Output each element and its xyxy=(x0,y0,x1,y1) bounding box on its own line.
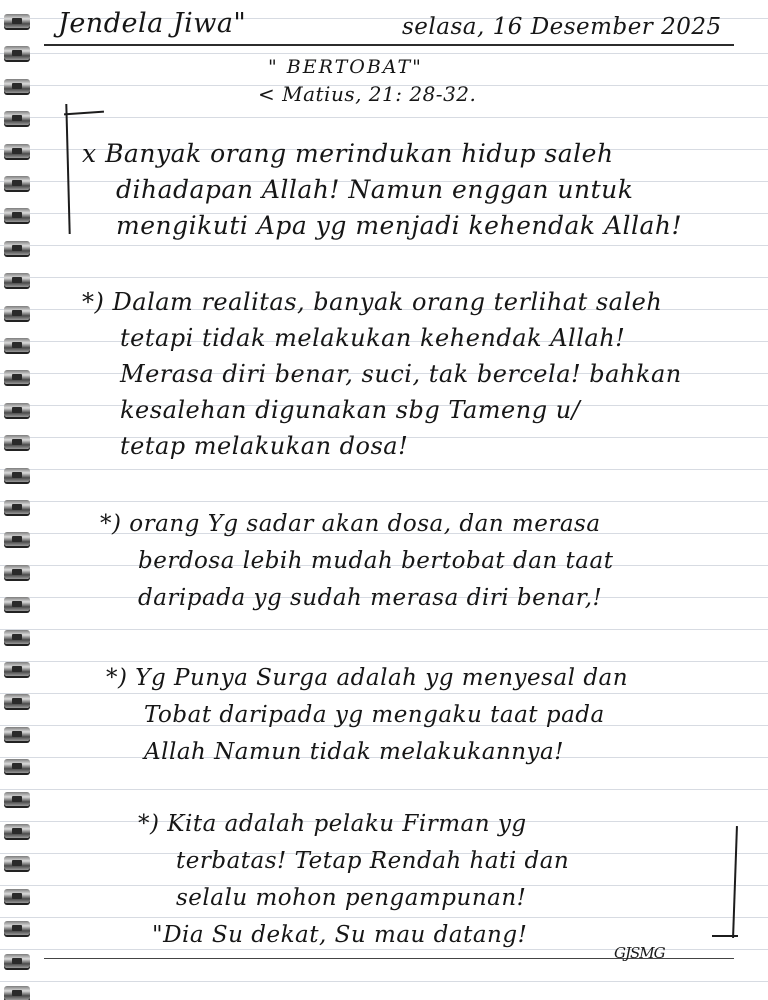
paragraph-line: *) orang Yg sadar akan dosa, dan merasa xyxy=(100,511,601,537)
bracket-mark-left xyxy=(65,104,70,234)
paragraph-line: Tobat daripada yg mengaku taat pada xyxy=(144,702,605,728)
binding-ring xyxy=(4,403,30,417)
binding-ring xyxy=(4,694,30,708)
binding-ring xyxy=(4,338,30,352)
binding-ring xyxy=(4,111,30,125)
paragraph-line: kesalehan digunakan sbg Tameng u/ xyxy=(120,396,581,424)
paragraph-line: berdosa lebih mudah bertobat dan taat xyxy=(138,548,614,574)
binding-ring xyxy=(4,144,30,158)
spiral-binding xyxy=(0,0,34,995)
binding-ring xyxy=(4,370,30,384)
sermon-title: " BERTOBAT" xyxy=(268,56,423,78)
page-date: selasa, 16 Desember 2025 xyxy=(402,14,722,40)
binding-ring xyxy=(4,565,30,579)
bullet-mark: *) xyxy=(82,288,105,316)
paragraph-1 xyxy=(82,136,682,244)
paragraph-5 xyxy=(138,806,569,954)
binding-ring xyxy=(4,921,30,935)
paragraph-line: Merasa diri benar, suci, tak bercela! bahkan xyxy=(120,360,682,388)
paragraph-line: terbatas! Tetap Rendah hati dan xyxy=(176,848,570,874)
binding-ring xyxy=(4,14,30,28)
paragraph-line: *) Yg Punya Surga adalah yg menyesal dan xyxy=(106,665,629,691)
binding-ring xyxy=(4,500,30,514)
binding-ring xyxy=(4,176,30,190)
paragraph-line: daripada yg sudah merasa diri benar,! xyxy=(138,585,603,611)
paragraph-line: tetapi tidak melakukan kehendak Allah! xyxy=(120,324,626,352)
binding-ring xyxy=(4,986,30,1000)
paragraph-line: Allah Namun tidak melakukannya! xyxy=(144,739,564,765)
paragraph-2 xyxy=(82,284,682,464)
paragraph-line: selalu mohon pengampunan! xyxy=(176,885,527,911)
header-rule xyxy=(44,44,734,46)
paragraph-line: *) Dalam realitas, banyak orang terlihat saleh xyxy=(82,288,663,316)
binding-ring xyxy=(4,306,30,320)
binding-ring xyxy=(4,792,30,806)
binding-ring xyxy=(4,727,30,741)
binding-ring xyxy=(4,630,30,644)
paragraph-line: tetap melakukan dosa! xyxy=(120,432,409,460)
scripture-reference: < Matius, 21: 28-32. xyxy=(258,82,477,106)
binding-ring xyxy=(4,889,30,903)
binding-ring xyxy=(4,46,30,60)
bullet-mark: *) xyxy=(106,665,128,691)
bullet-mark: *) xyxy=(100,511,122,537)
paragraph-4 xyxy=(106,660,628,771)
binding-ring xyxy=(4,532,30,546)
paragraph-3 xyxy=(100,506,613,617)
binding-ring xyxy=(4,759,30,773)
paragraph-line: *) Kita adalah pelaku Firman yg xyxy=(138,811,527,837)
binding-ring xyxy=(4,435,30,449)
paragraph-line: "Dia Su dekat, Su mau datang! xyxy=(152,922,528,948)
paragraph-line: dihadapan Allah! Namun enggan untuk xyxy=(116,175,634,204)
binding-ring xyxy=(4,954,30,968)
binding-ring xyxy=(4,597,30,611)
bracket-mark-bottom xyxy=(712,935,738,937)
bracket-mark-top xyxy=(64,111,104,116)
bullet-mark: x xyxy=(82,139,97,168)
binding-ring xyxy=(4,662,30,676)
bullet-mark: *) xyxy=(138,811,160,837)
signature: GJSMG xyxy=(614,944,665,962)
binding-ring xyxy=(4,208,30,222)
binding-ring xyxy=(4,79,30,93)
binding-ring xyxy=(4,856,30,870)
page-title: Jendela Jiwa" xyxy=(58,8,247,39)
paragraph-line: x Banyak orang merindukan hidup saleh xyxy=(82,139,614,168)
binding-ring xyxy=(4,241,30,255)
binding-ring xyxy=(4,824,30,838)
bracket-mark-right xyxy=(732,826,738,938)
binding-ring xyxy=(4,468,30,482)
paragraph-line: mengikuti Apa yg menjadi kehendak Allah! xyxy=(116,211,683,240)
binding-ring xyxy=(4,273,30,287)
